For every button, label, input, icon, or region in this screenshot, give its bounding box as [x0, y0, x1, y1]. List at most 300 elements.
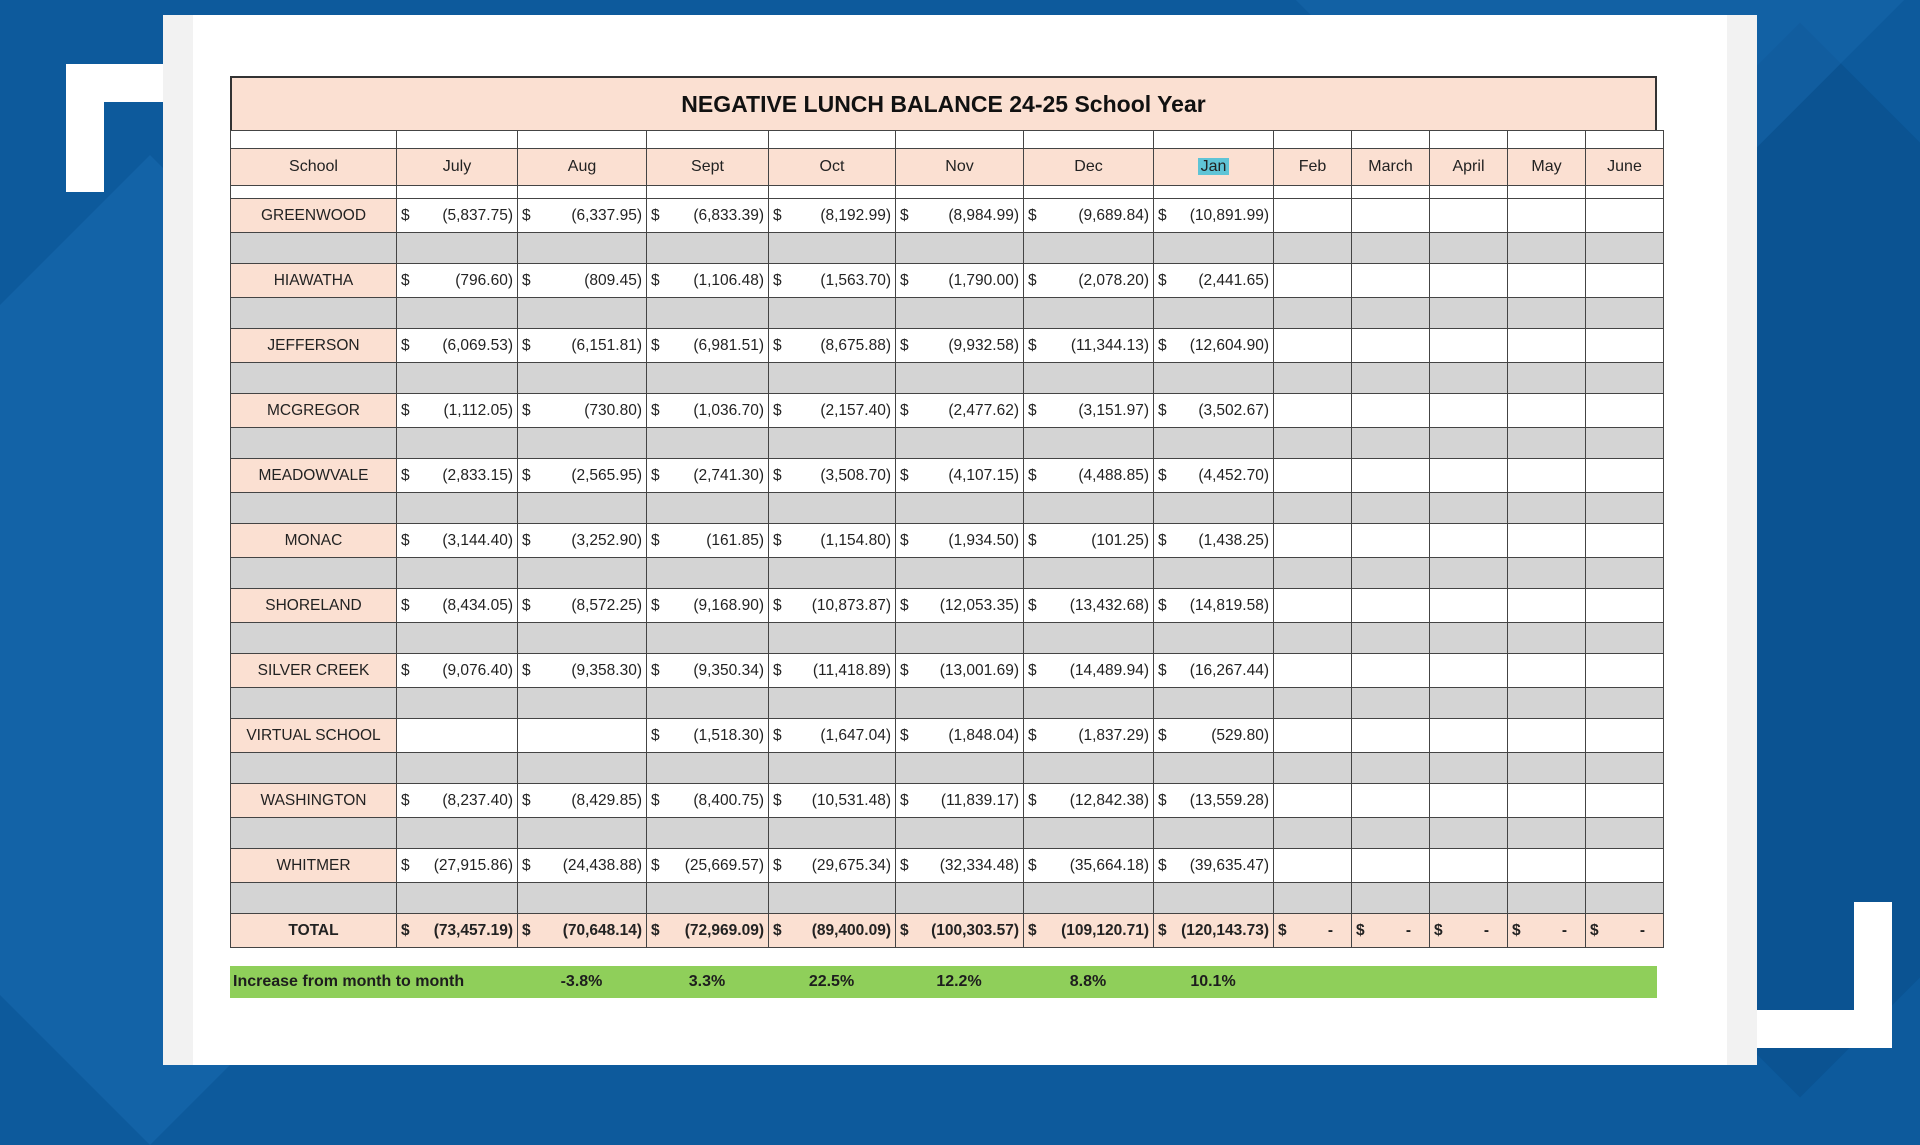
column-header — [1430, 149, 1508, 186]
amount-value: (9,350.34) — [693, 661, 764, 679]
table-cell — [1274, 493, 1352, 524]
table-cell — [1586, 186, 1664, 199]
money-cell — [769, 589, 896, 623]
spreadsheet — [230, 76, 1657, 998]
currency-symbol: $ — [401, 401, 410, 419]
amount-value: - — [1483, 921, 1489, 939]
header-row — [231, 149, 1664, 186]
amount-value: (11,839.17) — [940, 791, 1019, 809]
school-name: MEADOWVALE — [231, 459, 397, 493]
money-cell — [1024, 589, 1154, 623]
money-cell — [518, 264, 647, 298]
money-cell — [397, 459, 518, 493]
amount-value: (72,969.09) — [684, 921, 764, 939]
table-cell — [647, 428, 769, 459]
table-cell — [231, 753, 397, 784]
table-cell — [1352, 623, 1430, 654]
money-cell — [518, 394, 647, 428]
currency-symbol: $ — [1028, 401, 1037, 419]
table-cell — [518, 818, 647, 849]
table-cell — [1430, 688, 1508, 719]
money-cell — [769, 719, 896, 753]
amount-value: (100,303.57) — [931, 921, 1019, 939]
currency-symbol: $ — [651, 921, 660, 939]
table-cell — [1430, 589, 1508, 623]
currency-symbol: $ — [401, 661, 410, 679]
table-cell — [1274, 818, 1352, 849]
table-cell — [1430, 199, 1508, 233]
table-cell — [1508, 589, 1586, 623]
amount-value: (101.25) — [1091, 531, 1149, 549]
amount-value: (13,432.68) — [1069, 596, 1149, 614]
currency-symbol: $ — [522, 336, 531, 354]
currency-symbol: $ — [1278, 921, 1287, 939]
table-cell — [397, 753, 518, 784]
table-row — [231, 784, 1664, 818]
table-cell — [231, 233, 397, 264]
table-cell — [1154, 298, 1274, 329]
table-cell — [1274, 849, 1352, 883]
table-cell — [769, 688, 896, 719]
currency-symbol: $ — [401, 596, 410, 614]
table-cell — [1274, 654, 1352, 688]
amount-value: (6,833.39) — [693, 206, 764, 224]
currency-symbol: $ — [651, 856, 660, 874]
table-cell — [1508, 849, 1586, 883]
money-cell — [1586, 914, 1664, 948]
amount-value: (2,157.40) — [820, 401, 891, 419]
currency-symbol: $ — [401, 791, 410, 809]
table-cell — [1586, 688, 1664, 719]
column-header — [1154, 149, 1274, 186]
money-cell — [769, 459, 896, 493]
money-cell — [896, 654, 1024, 688]
gray-spacer-row — [231, 623, 1664, 654]
money-cell — [647, 394, 769, 428]
table-cell — [1154, 493, 1274, 524]
money-cell — [518, 849, 647, 883]
amount-value: (8,434.05) — [442, 596, 513, 614]
money-cell — [1024, 719, 1154, 753]
table-cell — [1154, 688, 1274, 719]
money-cell — [1508, 914, 1586, 948]
currency-symbol: $ — [900, 596, 909, 614]
currency-symbol: $ — [651, 271, 660, 289]
amount-value: (3,144.40) — [442, 531, 513, 549]
amount-value: (796.60) — [455, 271, 513, 289]
money-cell — [518, 199, 647, 233]
gray-spacer-row — [231, 493, 1664, 524]
table-cell — [769, 493, 896, 524]
money-cell — [1154, 784, 1274, 818]
amount-value: (9,076.40) — [442, 661, 513, 679]
table-cell — [1586, 883, 1664, 914]
table-cell — [1274, 264, 1352, 298]
amount-value: (109,120.71) — [1061, 921, 1149, 939]
table-cell — [1430, 493, 1508, 524]
money-cell — [1024, 329, 1154, 363]
money-cell — [1024, 394, 1154, 428]
table-cell — [1352, 719, 1430, 753]
increase-row — [230, 966, 1657, 998]
money-cell — [1154, 329, 1274, 363]
table-cell — [397, 623, 518, 654]
balance-table — [230, 130, 1664, 948]
table-cell — [1586, 493, 1664, 524]
table-cell — [896, 753, 1024, 784]
table-cell — [1352, 688, 1430, 719]
amount-value: (2,565.95) — [571, 466, 642, 484]
currency-symbol: $ — [1356, 921, 1365, 939]
amount-value: (1,154.80) — [820, 531, 891, 549]
table-cell — [1154, 623, 1274, 654]
school-name: JEFFERSON — [231, 329, 397, 363]
table-cell — [1024, 233, 1154, 264]
table-cell — [1024, 186, 1154, 199]
amount-value: (3,508.70) — [820, 466, 891, 484]
table-row — [231, 264, 1664, 298]
table-cell — [1430, 131, 1508, 149]
table-cell — [231, 623, 397, 654]
table-cell — [769, 298, 896, 329]
table-cell — [896, 883, 1024, 914]
amount-value: (1,518.30) — [693, 726, 764, 744]
table-cell — [647, 753, 769, 784]
increase-value: 10.1% — [1190, 973, 1236, 990]
amount-value: (529.80) — [1211, 726, 1269, 744]
table-cell — [1586, 589, 1664, 623]
money-cell — [1024, 264, 1154, 298]
currency-symbol: $ — [1158, 466, 1167, 484]
currency-symbol: $ — [1158, 336, 1167, 354]
money-cell — [518, 589, 647, 623]
table-row — [231, 589, 1664, 623]
amount-value: (9,932.58) — [948, 336, 1019, 354]
money-cell — [647, 849, 769, 883]
table-cell — [1430, 883, 1508, 914]
table-cell — [1508, 329, 1586, 363]
money-cell — [1154, 199, 1274, 233]
money-cell — [1024, 654, 1154, 688]
amount-value: (32,334.48) — [939, 856, 1019, 874]
money-cell — [1154, 589, 1274, 623]
currency-symbol: $ — [522, 661, 531, 679]
table-cell — [1430, 654, 1508, 688]
table-cell — [518, 186, 647, 199]
money-cell — [896, 849, 1024, 883]
table-cell — [1274, 688, 1352, 719]
money-cell — [647, 589, 769, 623]
amount-value: (24,438.88) — [562, 856, 642, 874]
currency-symbol: $ — [651, 466, 660, 484]
table-cell — [1274, 233, 1352, 264]
table-cell — [1508, 818, 1586, 849]
amount-value: (1,790.00) — [948, 271, 1019, 289]
amount-value: (2,078.20) — [1078, 271, 1149, 289]
table-cell — [1586, 818, 1664, 849]
amount-value: (120,143.73) — [1181, 921, 1269, 939]
table-cell — [1024, 428, 1154, 459]
table-cell — [1274, 558, 1352, 589]
amount-value: (13,001.69) — [939, 661, 1019, 679]
amount-value: (14,489.94) — [1069, 661, 1149, 679]
table-cell — [1352, 428, 1430, 459]
table-cell — [647, 558, 769, 589]
currency-symbol: $ — [522, 206, 531, 224]
table-cell — [1154, 233, 1274, 264]
money-cell — [1154, 524, 1274, 558]
money-cell — [769, 524, 896, 558]
currency-symbol: $ — [651, 791, 660, 809]
money-cell — [518, 914, 647, 948]
currency-symbol: $ — [651, 661, 660, 679]
table-cell — [1352, 233, 1430, 264]
currency-symbol: $ — [773, 466, 782, 484]
table-cell — [1586, 363, 1664, 394]
table-cell — [1586, 753, 1664, 784]
table-cell — [1352, 264, 1430, 298]
currency-symbol: $ — [401, 466, 410, 484]
money-cell — [397, 264, 518, 298]
table-cell — [1352, 199, 1430, 233]
gray-spacer-row — [231, 233, 1664, 264]
table-cell — [1024, 363, 1154, 394]
table-cell — [647, 233, 769, 264]
gray-spacer-row — [231, 363, 1664, 394]
table-cell — [1430, 298, 1508, 329]
currency-symbol: $ — [522, 401, 531, 419]
amount-value: (2,441.65) — [1198, 271, 1269, 289]
table-cell — [769, 233, 896, 264]
amount-value: (11,344.13) — [1070, 336, 1149, 354]
corner-bracket-bottom-right — [1740, 902, 1892, 1048]
amount-value: (16,267.44) — [1189, 661, 1269, 679]
table-cell — [397, 883, 518, 914]
table-cell — [518, 883, 647, 914]
table-cell — [518, 298, 647, 329]
table-cell — [1352, 654, 1430, 688]
money-cell — [647, 264, 769, 298]
money-cell — [518, 329, 647, 363]
currency-symbol: $ — [401, 921, 410, 939]
currency-symbol: $ — [900, 531, 909, 549]
currency-symbol: $ — [900, 726, 909, 744]
currency-symbol: $ — [773, 336, 782, 354]
amount-value: (730.80) — [584, 401, 642, 419]
table-cell — [1508, 688, 1586, 719]
table-cell — [397, 298, 518, 329]
table-cell — [1430, 363, 1508, 394]
table-cell — [397, 233, 518, 264]
currency-symbol: $ — [1512, 921, 1521, 939]
school-name: HIAWATHA — [231, 264, 397, 298]
currency-symbol: $ — [1158, 856, 1167, 874]
amount-value: (8,572.25) — [571, 596, 642, 614]
table-cell — [1352, 493, 1430, 524]
money-cell — [769, 199, 896, 233]
amount-value: (73,457.19) — [433, 921, 513, 939]
money-cell — [769, 914, 896, 948]
table-cell — [769, 818, 896, 849]
currency-symbol: $ — [773, 271, 782, 289]
money-cell — [1024, 459, 1154, 493]
gray-spacer-row — [231, 558, 1664, 589]
table-cell — [1508, 524, 1586, 558]
total-row — [231, 914, 1664, 948]
table-cell — [1024, 131, 1154, 149]
amount-value: - — [1405, 921, 1411, 939]
increase-value: 3.3% — [688, 973, 726, 990]
amount-value: (14,819.58) — [1189, 596, 1269, 614]
amount-value: (4,488.85) — [1078, 466, 1149, 484]
money-cell — [1154, 394, 1274, 428]
money-cell — [769, 784, 896, 818]
amount-value: (6,069.53) — [442, 336, 513, 354]
table-cell — [518, 233, 647, 264]
school-name: VIRTUAL SCHOOL — [231, 719, 397, 753]
currency-symbol: $ — [1158, 661, 1167, 679]
currency-symbol: $ — [1158, 921, 1167, 939]
table-cell — [1274, 623, 1352, 654]
amount-value: (8,192.99) — [820, 206, 891, 224]
money-cell — [397, 719, 518, 753]
amount-value: (10,531.48) — [811, 791, 891, 809]
table-cell — [1508, 784, 1586, 818]
money-cell — [647, 524, 769, 558]
table-row — [231, 654, 1664, 688]
table-cell — [231, 493, 397, 524]
currency-symbol: $ — [522, 791, 531, 809]
table-cell — [1024, 493, 1154, 524]
money-cell — [1154, 719, 1274, 753]
currency-symbol: $ — [522, 466, 531, 484]
amount-value: (1,934.50) — [948, 531, 1019, 549]
table-cell — [896, 623, 1024, 654]
amount-value: (70,648.14) — [562, 921, 642, 939]
table-cell — [231, 883, 397, 914]
money-cell — [896, 589, 1024, 623]
currency-symbol: $ — [1434, 921, 1443, 939]
amount-value: (1,837.29) — [1078, 726, 1149, 744]
table-cell — [1274, 524, 1352, 558]
money-cell — [647, 329, 769, 363]
table-cell — [1430, 233, 1508, 264]
amount-value: (2,477.62) — [948, 401, 1019, 419]
table-cell — [231, 131, 397, 149]
money-cell — [647, 719, 769, 753]
table-cell — [397, 688, 518, 719]
table-cell — [231, 298, 397, 329]
table-cell — [397, 363, 518, 394]
table-cell — [1154, 883, 1274, 914]
currency-symbol: $ — [773, 791, 782, 809]
table-cell — [1430, 459, 1508, 493]
currency-symbol: $ — [651, 596, 660, 614]
money-cell — [518, 719, 647, 753]
column-header — [1352, 149, 1430, 186]
table-cell — [1430, 394, 1508, 428]
table-cell — [1586, 784, 1664, 818]
column-header-label: Dec — [1074, 158, 1103, 175]
money-cell — [896, 719, 1024, 753]
table-cell — [1024, 883, 1154, 914]
amount-value: (6,151.81) — [571, 336, 642, 354]
table-cell — [1154, 131, 1274, 149]
currency-symbol: $ — [1028, 271, 1037, 289]
money-cell — [1154, 264, 1274, 298]
money-cell — [769, 394, 896, 428]
amount-value: (2,741.30) — [693, 466, 764, 484]
table-cell — [1508, 363, 1586, 394]
table-cell — [1274, 329, 1352, 363]
table-cell — [518, 623, 647, 654]
table-cell — [518, 753, 647, 784]
amount-value: (11,418.89) — [812, 661, 891, 679]
money-cell — [397, 524, 518, 558]
amount-value: (3,151.97) — [1078, 401, 1149, 419]
table-cell — [647, 363, 769, 394]
amount-value: (1,647.04) — [820, 726, 891, 744]
column-header — [231, 149, 397, 186]
table-cell — [769, 883, 896, 914]
money-cell — [1274, 914, 1352, 948]
money-cell — [397, 914, 518, 948]
column-header-label: School — [289, 158, 338, 175]
amount-value: (4,107.15) — [948, 466, 1019, 484]
amount-value: (35,664.18) — [1069, 856, 1149, 874]
table-cell — [1352, 883, 1430, 914]
table-cell — [1154, 363, 1274, 394]
money-cell — [397, 654, 518, 688]
table-cell — [647, 298, 769, 329]
amount-value: (12,842.38) — [1069, 791, 1149, 809]
amount-value: (161.85) — [706, 531, 764, 549]
table-cell — [1508, 493, 1586, 524]
table-cell — [1586, 329, 1664, 363]
money-cell — [896, 329, 1024, 363]
table-cell — [1024, 298, 1154, 329]
table-cell — [1274, 753, 1352, 784]
column-header — [1024, 149, 1154, 186]
currency-symbol: $ — [773, 206, 782, 224]
gray-spacer-row — [231, 883, 1664, 914]
column-header-label: May — [1531, 158, 1562, 175]
table-row — [231, 524, 1664, 558]
money-cell — [647, 459, 769, 493]
amount-value: (13,559.28) — [1189, 791, 1269, 809]
table-row — [231, 199, 1664, 233]
table-cell — [1430, 329, 1508, 363]
spacer-row — [231, 131, 1664, 149]
amount-value: (12,053.35) — [939, 596, 1019, 614]
table-cell — [1430, 784, 1508, 818]
money-cell — [397, 394, 518, 428]
table-cell — [647, 623, 769, 654]
money-cell — [1024, 849, 1154, 883]
table-cell — [896, 818, 1024, 849]
amount-value: (6,981.51) — [693, 336, 764, 354]
gray-spacer-row — [231, 753, 1664, 784]
currency-symbol: $ — [1158, 726, 1167, 744]
currency-symbol: $ — [651, 401, 660, 419]
money-cell — [1154, 914, 1274, 948]
table-cell — [1508, 233, 1586, 264]
table-cell — [1586, 298, 1664, 329]
table-cell — [518, 493, 647, 524]
table-cell — [397, 818, 518, 849]
table-cell — [1154, 818, 1274, 849]
currency-symbol: $ — [522, 531, 531, 549]
